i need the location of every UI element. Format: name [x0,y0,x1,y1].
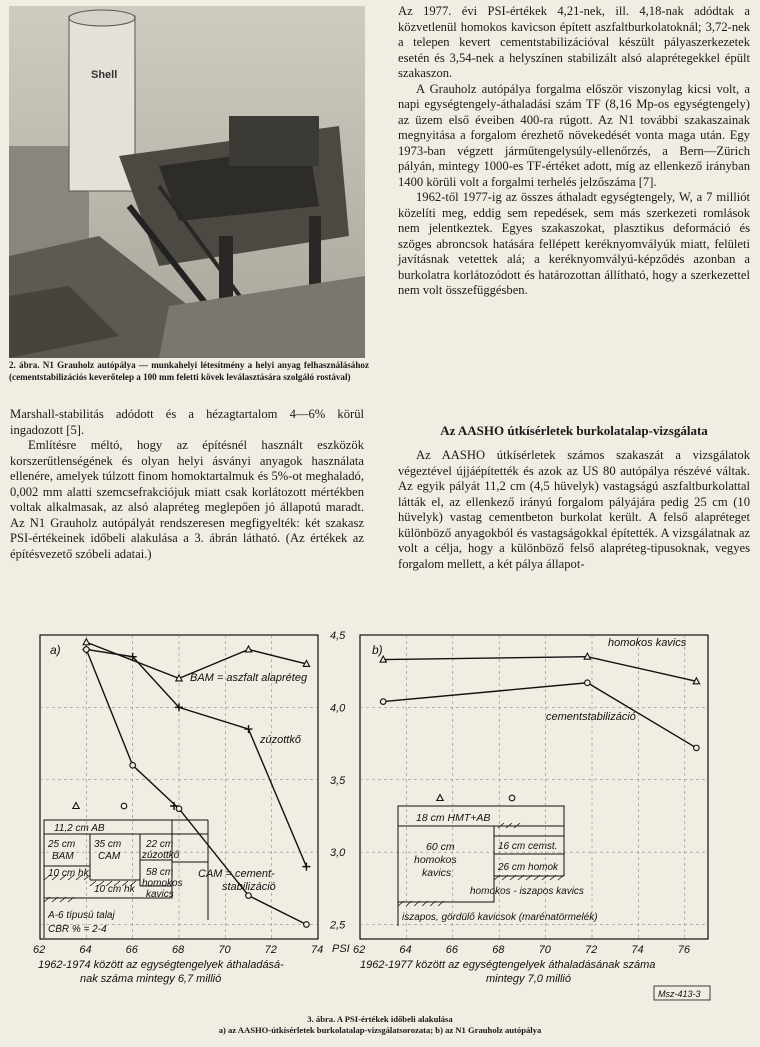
figure-caption-1: 3. ábra. A PSI-értékek időbeli alakulása [307,1014,453,1024]
x-tick-label-a: 62 [33,944,46,956]
y-tick-label: 3,0 [330,847,346,860]
x-tick-label-b: 66 [445,944,459,956]
layer-b-top: 18 cm HMT+AB [416,812,491,824]
section-column [398,448,750,572]
left-paragraph-1: Marshall-stabilitás adódott és a hézagtartalom 4—6% körül ingadozott [5]. [10,407,364,437]
x-tick-label-b: 76 [677,944,691,956]
panel-b-xlabel-2: mintegy 7,0 millió [486,973,571,985]
x-tick-label-a: 64 [79,944,92,956]
panel-a-layer-diagram [44,820,208,938]
data-point-b-1-2 [694,745,700,751]
left-paragraph-2: Említésre méltó, hogy az építésnél használt eszközök korszerűtlenségének és olyan helyi ásványi anyagok használata ellenére, amelyek túlzott finom homoktartalmuk és 5%-ot meghaladó, 0,002 mm alatti szemcsefrakciójuk miatt csak korlátozott mértékben voltak alkalmasak, az alsó alapréteg meglepően jó állapotú maradt. Az N1 Grauholz autópályát rendszeresen megfigyelték: két szakasz PSI-értékeinek időbeli alakulása a 3. ábrán látható. (Az értékek az építésvezető szóbeli adatai.) [10,438,364,561]
layer-a-soil-1: A-6 típusú talaj [48,910,115,921]
x-tick-label-b: 70 [538,944,551,956]
label-zuzottko: zúzottkő [260,734,301,746]
x-tick-label-b: 64 [399,944,412,956]
layer-b-cemst: 16 cm cemst. [498,841,558,852]
legend-markers [73,795,515,811]
x-tick-label-b: 68 [492,944,505,956]
series-line-b-0 [383,657,696,682]
panel-b-label: b) [372,643,383,657]
y-axis-label: PSI [332,943,350,955]
data-point-a-1-3 [245,725,253,733]
psi-chart [30,630,730,1005]
data-point-a-2-0 [84,647,90,653]
layer-a-hk3-2: homokos [142,878,183,889]
layer-a-ab: 11,2 cm AB [54,823,105,834]
layer-a-soil-2: CBR % = 2-4 [48,924,107,935]
data-point-a-2-4 [304,922,310,928]
right-paragraph-2: A Grauholz autópálya forgalma először viszonylag kicsi volt, a napi egységtengely-áthaladási szám TF (8,16 Mp-os egységtengely) az üzem első éveiben 400-ra rúgott. Az N1 további szakaszainak megnyitása a forgalom érezhető növekedését vonta maga után. Egy 1973-ban végzett járműtengelysúly-ellenőrzés, a Bern—Zürich pályán, mintegy 1000-es TF-értéket adott, míg az ellenkező irányban 1400 körüli volt a forgalmi terhelés jelzőszáma [7]. [398,81,750,189]
panel-a-label: a) [50,643,61,657]
psi-figure [30,630,730,1005]
label-cementstab: cementstabilizáció [546,711,636,723]
data-point-b-1-1 [585,680,591,686]
legend-marker-3 [437,795,443,801]
legend-marker-1 [121,803,127,809]
layer-b-hk-2: homokos [414,854,457,866]
x-tick-label-b: 62 [353,944,366,956]
left-column [10,407,364,562]
layer-a-hk-1: 10 cm hk [48,868,89,879]
panel-a-xlabel-2: nak száma mintegy 6,7 millió [80,973,222,985]
layer-a-zuz-2: zúzottkő [142,850,180,861]
data-point-b-1-0 [380,699,386,705]
data-point-a-0-0 [83,639,89,645]
x-tick-label-b: 72 [585,944,598,956]
x-tick-label-a: 68 [172,944,185,956]
data-point-a-2-1 [130,762,136,768]
layer-b-iszapos: homokos - iszapos kavics [470,886,584,897]
layer-b-hk-1: 60 cm [426,841,455,853]
layer-a-bam-2: BAM [52,851,74,862]
legend-marker-0 [73,803,79,809]
data-point-a-2-3 [246,893,252,899]
site-photo [9,6,365,358]
x-tick-label-a: 70 [218,944,231,956]
series-line-b-1 [383,683,696,748]
y-tick-label: 4,5 [330,630,346,642]
layer-a-hk3-3: kavics [146,889,174,900]
label-cam-2: stabilizáció [222,881,276,893]
label-cam-1: CAM = cement- [198,868,275,880]
label-homokos-kavics: homokos kavics [608,637,687,649]
panel-a-xlabel-1: 1962-1974 között az egységtengelyek áthaladásá- [38,959,284,971]
layer-a-hk3-1: 58 cm [146,867,174,878]
data-point-a-1-4 [302,863,310,871]
panel-b-layer-diagram [398,806,598,926]
right-paragraph-3: 1962-től 1977-ig az összes áthaladt egységtengely, W, a 7 milliót közelíti meg, eddig sem repedések, sem más szerkezeti romlások nem jelentkeztek. Egyes szakaszokat, plasztikus deformáció és szöges abroncsok hatására fellépett keréknyomvályúk miatt, felületi javításnak vetettek alá; a keréknyomvályú-képződés azonban a burkolatra korlátozódott és határozottan állítható, hogy a szerkezettel nem volt összefüggésben. [398,190,750,297]
legend-marker-4 [509,795,515,801]
figure-caption-2: a) az AASHO-útkísérletek burkolatalap-vizsgálatsorozata; b) az N1 Grauholz autópálya [218,1025,542,1035]
layer-a-cam-1: 35 cm [94,839,122,850]
section-heading: Az AASHO útkísérletek burkolatalap-vizsgálata [440,423,708,438]
layer-b-homok: 26 cm homok [498,862,559,873]
layer-b-hk-3: kavics [422,867,452,879]
section-heading-wrap [398,423,750,439]
data-point-a-2-2 [176,806,182,812]
panel-b-series [380,653,700,751]
section-paragraph-1: Az AASHO útkísérletek számos szakaszát a vizsgálatok végeztével újjáépítették és azok az US 80 autópálya részévé váltak. Az egyik pályát 11,2 cm (4,5 hüvelyk) vastagságú aszfaltburkolattal látták el, az ellenkező irányú forgalom pályájára pedig 25 cm (10 hüvelyk) vastag cementbeton burkolat került. A felső alapréteget különböző anyagokból és vastagságokkal építették. A vizsgálatnak az volt a célja, hogy a különböző felső alapréteg-tipusoknak, vegyes forgalom mellett, a két pálya állapot- [398,448,750,571]
y-tick-label: 3,5 [330,774,346,787]
right-paragraph-1: Az 1977. évi PSI-értékek 4,21-nek, ill. 4,18-nak adódtak a közvetlenül homokos kavicson épített aszfaltburkolatoknál; 3,72-nek a telepen kevert cementstabilizációval készült pályaszerkezetek esetén és 3,54-nek a helyszínen stabilizált alsó alaprétegekkel épült szakaszon. [398,4,750,80]
figure-code: Msz-413-3 [658,989,701,999]
tank-logo-text: Shell [91,69,118,81]
y-tick-label: 2,5 [330,919,346,932]
figure-caption [0,1014,760,1036]
data-point-a-0-2 [245,646,251,652]
photo-caption: 2. ábra. N1 Grauholz autópálya — munkahelyi létesítmény a helyi anyag felhasználásához (cementstabilizációs keverőtelep a 100 mm feletti kövek leválasztására szolgáló rostával) [9,360,369,382]
layer-a-bam-1: 25 cm [48,839,76,850]
panel-b-xlabel-1: 1962-1977 között az egységtengelyek áthaladásának száma [360,959,656,971]
label-bam: BAM = aszfalt alapréteg [190,672,308,684]
x-tick-label-b: 74 [631,944,644,956]
layer-a-cam-2: CAM [98,851,121,862]
layer-b-base: iszapos, gördülő kavicsok (marénatörmelék) [402,912,598,923]
layer-a-hk-2: 10 cm hk [94,884,135,895]
x-tick-label-a: 66 [125,944,138,956]
layer-a-zuz-1: 22 cm [146,839,174,850]
x-tick-label-a: 72 [264,944,277,956]
right-column [398,4,750,299]
x-tick-label-a: 74 [311,944,324,956]
y-tick-label: 4,0 [330,702,346,715]
photo-illustration [9,6,365,358]
